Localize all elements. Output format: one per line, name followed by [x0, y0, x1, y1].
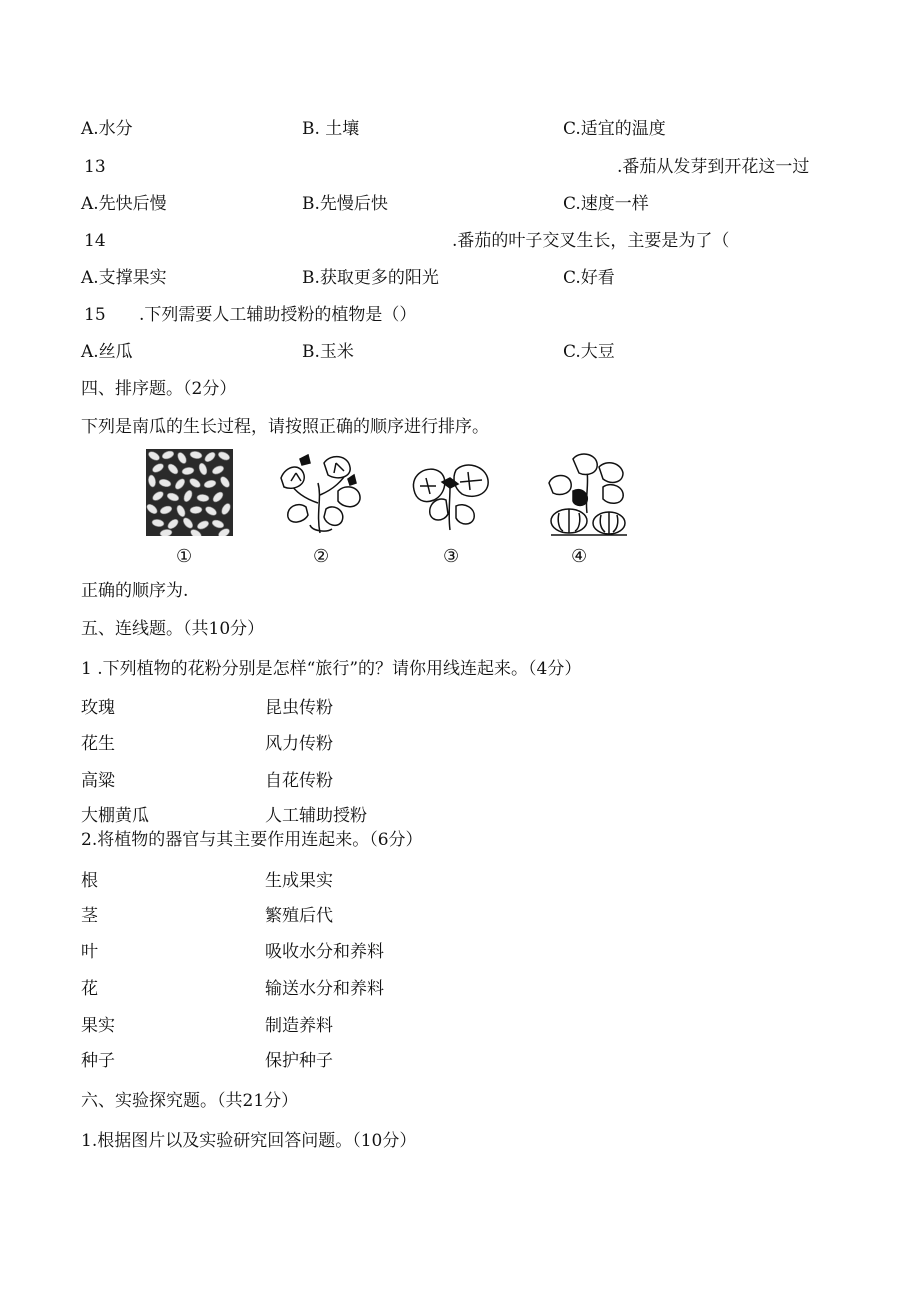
q15-option-b: B.玉米: [302, 342, 354, 362]
q1-left-item: 大棚黄瓜: [81, 806, 149, 826]
q1-right-item: 昆虫传粉: [265, 698, 333, 718]
section4-title: 四、排序题。（2分）: [81, 379, 237, 399]
q14-text: .番茄的叶子交叉生长，主要是为了（: [452, 231, 730, 251]
q1-left-item: 高粱: [81, 771, 115, 791]
q15-number: 15: [84, 305, 106, 325]
q14-option-c: C.好看: [563, 268, 615, 288]
q2-right-item: 制造养料: [265, 1016, 333, 1036]
section6-title: 六、实验探究题。（共21分）: [81, 1091, 299, 1111]
section6-q1: 1.根据图片以及实验研究回答问题。（10分）: [81, 1131, 417, 1151]
q2-left-item: 茎: [81, 906, 98, 926]
q2-left-item: 叶: [81, 942, 98, 962]
q12-option-a: A.水分: [81, 119, 133, 139]
section5-q2: 2.将植物的器官与其主要作用连起来。（6分）: [81, 830, 423, 850]
section4-prompt: 下列是南瓜的生长过程，请按照正确的顺序进行排序。: [81, 417, 489, 437]
q13-number: 13: [84, 157, 106, 177]
q2-left-item: 种子: [81, 1051, 115, 1071]
image-label-2: ②: [313, 546, 330, 567]
q2-right-item: 生成果实: [265, 871, 333, 891]
image-label-3: ③: [443, 546, 460, 567]
section5-title: 五、连线题。（共10分）: [81, 619, 265, 639]
q1-right-item: 风力传粉: [265, 734, 333, 754]
pumpkin-seeds-image: [146, 449, 233, 536]
q1-left-item: 玫瑰: [81, 698, 115, 718]
q13-text: .番茄从发芽到开花这一过: [617, 157, 810, 177]
q2-left-item: 花: [81, 979, 98, 999]
q2-right-item: 繁殖后代: [265, 906, 333, 926]
q14-option-a: A.支撑果实: [81, 268, 167, 288]
q12-option-b: B. 土壤: [302, 119, 360, 139]
q14-number: 14: [84, 231, 106, 251]
image-label-4: ④: [571, 546, 588, 567]
q1-left-item: 花生: [81, 734, 115, 754]
q13-option-b: B.先慢后快: [302, 194, 388, 214]
q1-right-item: 自花传粉: [265, 771, 333, 791]
q15-text: .下列需要人工辅助授粉的植物是（）: [139, 305, 417, 325]
q2-right-item: 保护种子: [265, 1051, 333, 1071]
q2-left-item: 根: [81, 871, 98, 891]
q14-option-b: B.获取更多的阳光: [302, 268, 439, 288]
section5-q1: 1 .下列植物的花粉分别是怎样“旅行”的？请你用线连起来。（4分）: [81, 659, 582, 679]
q2-left-item: 果实: [81, 1016, 115, 1036]
q2-right-item: 输送水分和养料: [265, 979, 384, 999]
ordering-answer-line: 正确的顺序为.: [81, 581, 189, 601]
q13-option-a: A.先快后慢: [81, 194, 167, 214]
q12-option-c: C.适宜的温度: [563, 119, 666, 139]
image-label-1: ①: [176, 546, 193, 567]
pumpkin-fruiting-image: [543, 453, 633, 537]
q15-option-c: C.大豆: [563, 342, 615, 362]
q2-right-item: 吸收水分和养料: [265, 942, 384, 962]
q15-option-a: A.丝瓜: [81, 342, 133, 362]
pumpkin-seedling-image: [406, 460, 494, 532]
pumpkin-flowering-image: [276, 453, 366, 535]
q1-right-item: 人工辅助授粉: [265, 806, 367, 826]
q13-option-c: C.速度一样: [563, 194, 649, 214]
